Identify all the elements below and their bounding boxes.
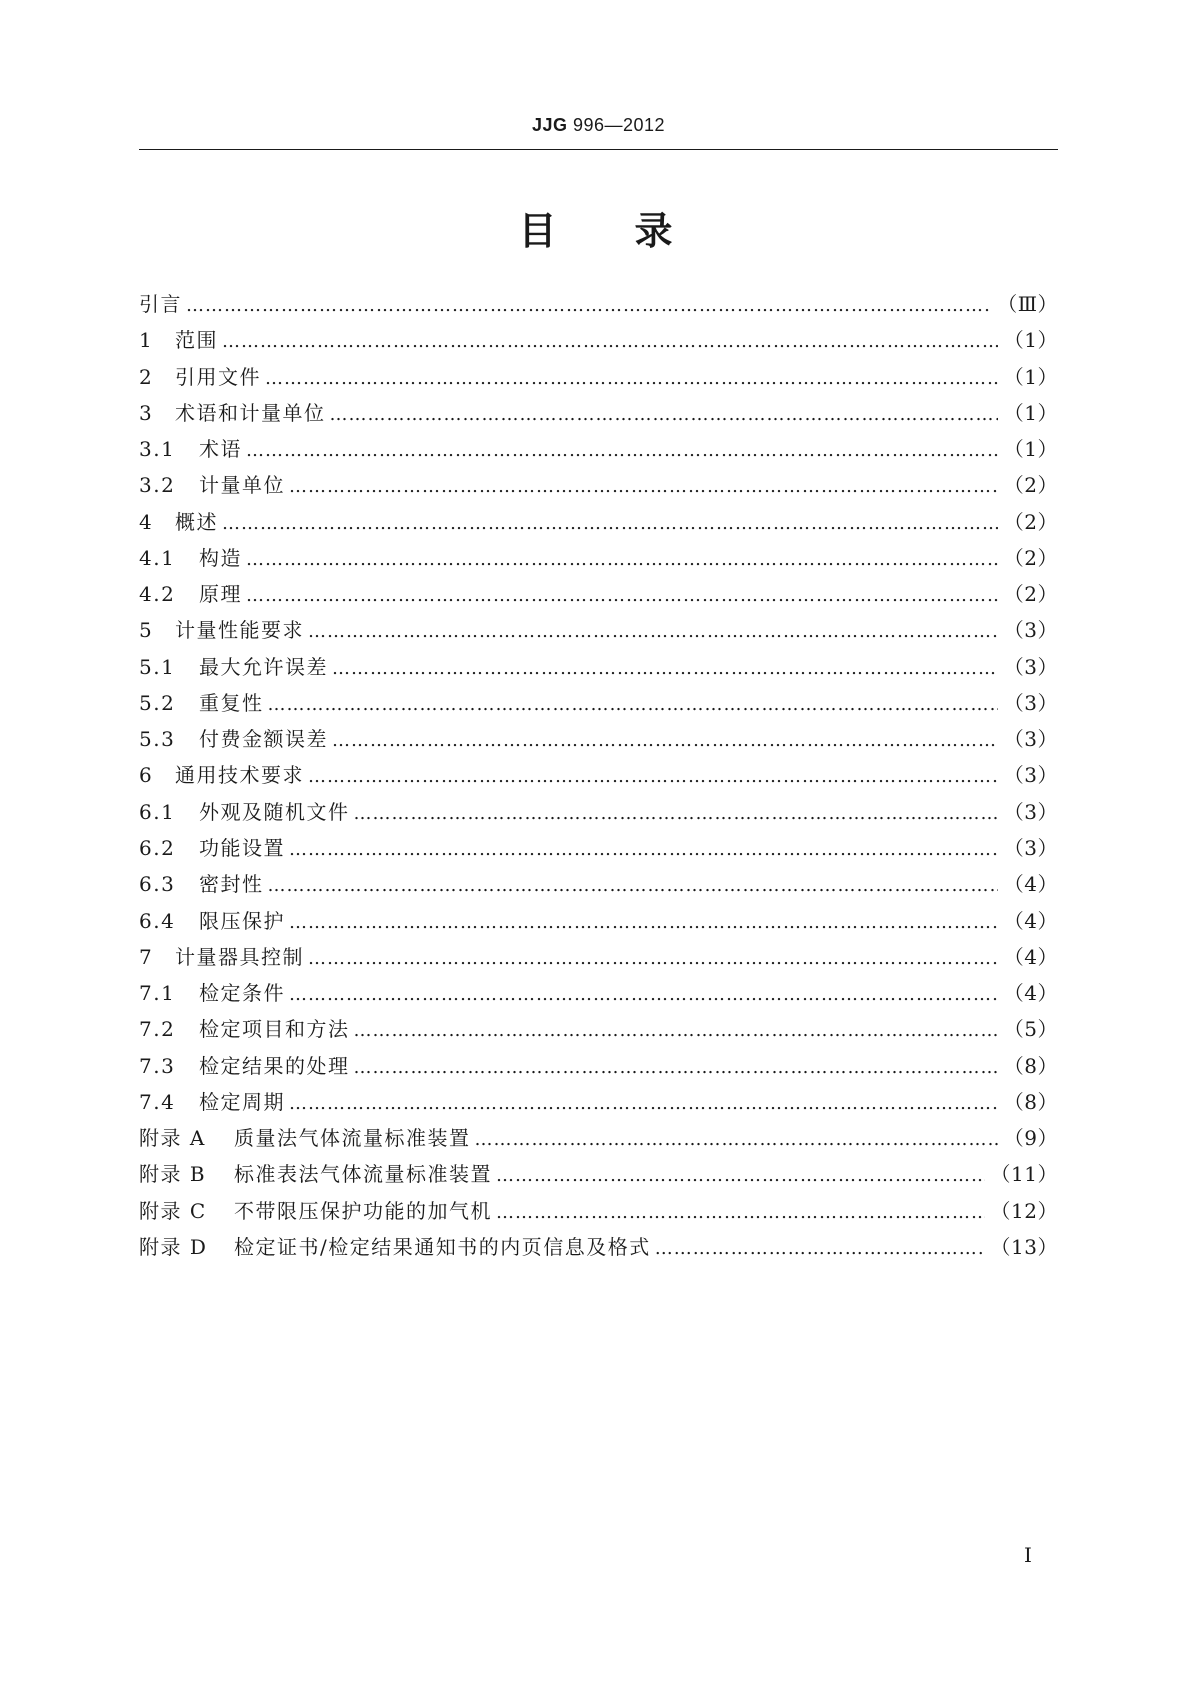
toc-entry-page: （12） bbox=[990, 1198, 1058, 1223]
toc-entry-label: 原理 bbox=[199, 582, 242, 607]
toc-entry[interactable] bbox=[139, 905, 1058, 941]
toc-entry[interactable] bbox=[139, 977, 1058, 1013]
dot-leader bbox=[289, 1093, 998, 1114]
dot-leader bbox=[332, 658, 998, 679]
dot-leader bbox=[354, 1020, 998, 1041]
toc-entry-page: （4） bbox=[1003, 908, 1058, 933]
toc-entry-number: 6.3 bbox=[139, 872, 176, 897]
dot-leader bbox=[246, 549, 998, 570]
dot-leader bbox=[655, 1238, 985, 1259]
toc-entry[interactable] bbox=[139, 941, 1058, 977]
toc-entry-page: （4） bbox=[1003, 944, 1058, 969]
toc-entry-number: 附录 D bbox=[139, 1234, 208, 1259]
toc-entry[interactable] bbox=[139, 1122, 1058, 1158]
toc-entry-page: （3） bbox=[1003, 763, 1058, 788]
toc-entry-label: 重复性 bbox=[199, 690, 264, 715]
dot-leader bbox=[354, 1057, 998, 1078]
toc-entry-page: （11） bbox=[990, 1162, 1058, 1187]
toc-entry[interactable] bbox=[139, 397, 1058, 433]
toc-entry-label: 通用技术要求 bbox=[175, 763, 304, 788]
toc-entry-page: （Ⅲ） bbox=[997, 292, 1058, 316]
toc-entry-number: 附录 B bbox=[139, 1162, 207, 1187]
toc-entry-page: （3） bbox=[1003, 654, 1058, 679]
dot-leader bbox=[289, 912, 998, 933]
toc-entry-label: 范围 bbox=[175, 328, 218, 353]
toc-entry-page: （4） bbox=[1003, 981, 1058, 1006]
dot-leader bbox=[265, 368, 998, 389]
toc-entry-label: 不带限压保护功能的加气机 bbox=[234, 1198, 492, 1223]
toc-entry-number: 2 bbox=[139, 364, 154, 389]
toc-entry-number: 6.1 bbox=[139, 799, 176, 824]
toc-entry[interactable] bbox=[139, 433, 1058, 469]
dot-leader bbox=[268, 875, 998, 896]
dot-leader bbox=[222, 513, 998, 534]
toc-entry-page: （1） bbox=[1003, 437, 1058, 462]
toc-entry[interactable] bbox=[139, 1231, 1058, 1267]
title-char-2: 录 bbox=[634, 209, 673, 253]
toc-entry[interactable] bbox=[139, 723, 1058, 759]
toc-entry[interactable] bbox=[139, 1158, 1058, 1194]
toc-entry-label: 检定结果的处理 bbox=[199, 1053, 350, 1078]
dot-leader bbox=[289, 476, 998, 497]
toc-entry-label: 最大允许误差 bbox=[199, 654, 328, 679]
toc-entry-page: （8） bbox=[1003, 1053, 1058, 1078]
dot-leader bbox=[475, 1129, 998, 1150]
toc-entry-label: 构造 bbox=[199, 545, 242, 570]
toc-entry-number: 3 bbox=[139, 400, 154, 425]
toc-entry[interactable] bbox=[139, 759, 1058, 795]
toc-entry-number: 7 bbox=[139, 944, 154, 969]
toc-entry-page: （9） bbox=[1003, 1126, 1058, 1151]
toc-entry-number: 7.3 bbox=[139, 1053, 176, 1078]
toc-entry-label: 检定证书/检定结果通知书的内页信息及格式 bbox=[234, 1234, 651, 1259]
toc-entry-number: 6 bbox=[139, 763, 154, 788]
toc-entry[interactable] bbox=[139, 324, 1058, 360]
dot-leader bbox=[246, 585, 998, 606]
page-folio: I bbox=[1024, 1543, 1032, 1567]
toc-entry[interactable] bbox=[139, 796, 1058, 832]
dot-leader bbox=[354, 803, 998, 824]
toc-entry[interactable] bbox=[139, 868, 1058, 904]
toc-entry-label: 引言 bbox=[139, 292, 182, 316]
toc-entry-number: 5.1 bbox=[139, 654, 176, 679]
dot-leader bbox=[496, 1165, 985, 1186]
toc-entry-page: （3） bbox=[1003, 690, 1058, 715]
toc-entry-number: 1 bbox=[139, 328, 154, 353]
toc-entry[interactable] bbox=[139, 1050, 1058, 1086]
toc-entry[interactable] bbox=[139, 542, 1058, 578]
dot-leader bbox=[268, 694, 998, 715]
toc-entry-label: 限压保护 bbox=[199, 908, 285, 933]
toc-entry-page: （2） bbox=[1003, 509, 1058, 534]
toc-entry-number: 4 bbox=[139, 509, 154, 534]
dot-leader bbox=[222, 331, 998, 352]
toc-entry-page: （2） bbox=[1003, 582, 1058, 607]
toc-entry-label: 引用文件 bbox=[175, 364, 261, 389]
dot-leader bbox=[186, 295, 991, 316]
toc-entry-page: （3） bbox=[1003, 835, 1058, 860]
toc-entry-label: 术语 bbox=[199, 437, 242, 462]
toc-entry[interactable] bbox=[139, 288, 1058, 324]
toc-entry-label: 付费金额误差 bbox=[199, 727, 328, 752]
toc-entry[interactable] bbox=[139, 1195, 1058, 1231]
toc-entry-page: （3） bbox=[1003, 727, 1058, 752]
dot-leader bbox=[308, 621, 998, 642]
page-title bbox=[0, 200, 1191, 255]
dot-leader bbox=[289, 984, 998, 1005]
toc-entry[interactable] bbox=[139, 651, 1058, 687]
toc-entry-number: 3.2 bbox=[139, 473, 176, 498]
toc-entry-number: 7.4 bbox=[139, 1089, 176, 1114]
toc-entry[interactable] bbox=[139, 361, 1058, 397]
table-of-contents bbox=[139, 288, 1058, 1267]
dot-leader bbox=[308, 948, 998, 969]
standard-number: 996—2012 bbox=[567, 115, 666, 135]
toc-entry-label: 计量单位 bbox=[199, 473, 285, 498]
toc-entry[interactable] bbox=[139, 1086, 1058, 1122]
toc-entry-number: 6.2 bbox=[139, 835, 176, 860]
title-char-1: 目 bbox=[518, 209, 557, 253]
toc-entry-number: 4.1 bbox=[139, 545, 176, 570]
toc-entry[interactable] bbox=[139, 832, 1058, 868]
toc-entry-number: 5 bbox=[139, 618, 154, 643]
toc-entry[interactable] bbox=[139, 687, 1058, 723]
toc-entry-page: （3） bbox=[1003, 618, 1058, 643]
toc-entry-number: 附录 A bbox=[139, 1126, 206, 1151]
standard-code: JJG bbox=[531, 115, 568, 135]
toc-entry-number: 附录 C bbox=[139, 1198, 207, 1223]
toc-entry-label: 计量器具控制 bbox=[175, 944, 304, 969]
toc-entry-label: 术语和计量单位 bbox=[175, 400, 326, 425]
toc-entry-number: 5.2 bbox=[139, 690, 176, 715]
toc-entry-page: （1） bbox=[1003, 400, 1058, 425]
toc-entry-page: （1） bbox=[1003, 328, 1058, 353]
toc-entry-page: （13） bbox=[990, 1234, 1058, 1259]
toc-entry-label: 检定项目和方法 bbox=[199, 1017, 350, 1042]
toc-entry-label: 计量性能要求 bbox=[175, 618, 304, 643]
toc-entry-page: （4） bbox=[1003, 872, 1058, 897]
toc-entry-page: （2） bbox=[1003, 545, 1058, 570]
toc-entry-page: （5） bbox=[1003, 1017, 1058, 1042]
toc-entry-label: 外观及随机文件 bbox=[199, 799, 350, 824]
dot-leader bbox=[246, 440, 998, 461]
toc-entry[interactable] bbox=[139, 1013, 1058, 1049]
toc-entry-page: （2） bbox=[1003, 473, 1058, 498]
dot-leader bbox=[330, 404, 998, 425]
header-rule bbox=[139, 149, 1058, 150]
toc-entry[interactable] bbox=[139, 578, 1058, 614]
toc-entry-label: 标准表法气体流量标准装置 bbox=[234, 1162, 492, 1187]
toc-entry-number: 3.1 bbox=[139, 437, 176, 462]
toc-entry-number: 7.2 bbox=[139, 1017, 176, 1042]
toc-entry-number: 7.1 bbox=[139, 981, 176, 1006]
toc-entry[interactable] bbox=[139, 614, 1058, 650]
toc-entry-number: 4.2 bbox=[139, 582, 176, 607]
dot-leader bbox=[332, 730, 998, 751]
running-header bbox=[139, 115, 1058, 136]
dot-leader bbox=[289, 839, 998, 860]
toc-entry-label: 检定周期 bbox=[199, 1089, 285, 1114]
toc-entry-page: （1） bbox=[1003, 364, 1058, 389]
dot-leader bbox=[496, 1202, 985, 1223]
toc-entry-label: 密封性 bbox=[199, 872, 264, 897]
toc-entry[interactable] bbox=[139, 469, 1058, 505]
toc-entry-label: 质量法气体流量标准装置 bbox=[234, 1126, 471, 1151]
toc-entry-number: 5.3 bbox=[139, 727, 176, 752]
toc-entry-label: 概述 bbox=[175, 509, 218, 534]
toc-entry-page: （3） bbox=[1003, 799, 1058, 824]
toc-entry-label: 功能设置 bbox=[199, 835, 285, 860]
toc-entry[interactable] bbox=[139, 506, 1058, 542]
toc-entry-page: （8） bbox=[1003, 1089, 1058, 1114]
toc-entry-label: 检定条件 bbox=[199, 981, 285, 1006]
dot-leader bbox=[308, 766, 998, 787]
toc-entry-number: 6.4 bbox=[139, 908, 176, 933]
